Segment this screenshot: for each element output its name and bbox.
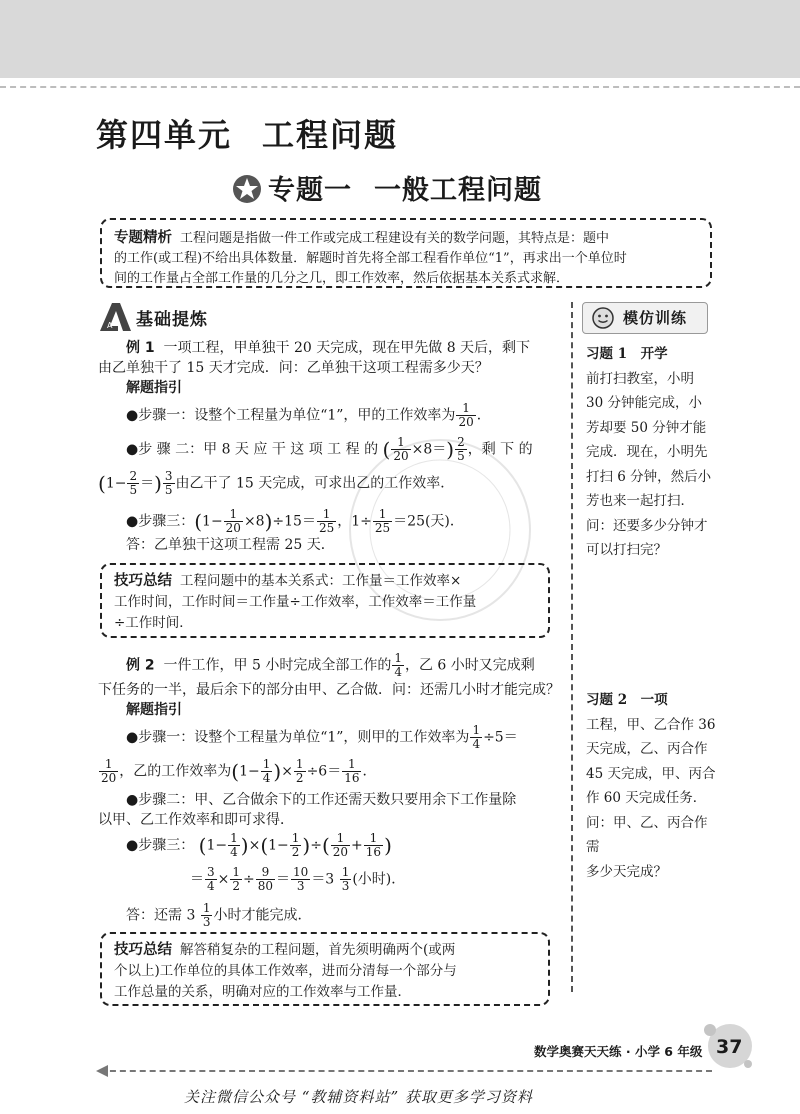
fraction: $\frac{1}{25}$ [318, 507, 335, 535]
example-2-guide: 解题指引 [126, 702, 182, 718]
example-1-label: 例 1 [126, 340, 155, 356]
fraction: $\frac{1}{2}$ [232, 865, 241, 893]
example-1-answer: 答：乙单独干这项工程需 25 天． [126, 537, 335, 553]
fraction: $\frac{1}{16}$ [365, 831, 382, 859]
fraction: $\frac{1}{25}$ [374, 507, 391, 535]
star-icon [232, 174, 262, 204]
example-2-step-2-line-1: ●步骤二：甲、乙合做余下的工作还需天数只要用余下工作量除 [126, 792, 517, 808]
topic-name: 一般工程问题 [374, 175, 542, 206]
fraction: $\frac{1}{20}$ [225, 507, 241, 535]
publisher-watermark [290, 430, 590, 630]
fraction: $\frac{1}{4}$ [262, 757, 271, 785]
practice-heading [582, 302, 708, 334]
fraction: $\frac{1}{4}$ [230, 831, 238, 859]
example-2-step-1: ●步骤一：设整个工程量为单位“1”，则甲的工作效率为 $\frac{1}{4}$ ÷5＝ [126, 723, 518, 751]
example-2-answer: 答：还需 3 $\frac{1}{3}$ 小时才能完成． [126, 901, 312, 929]
example-2-step-3: ●步骤三： (1− $\frac{1}{4}$ )×(1− $\frac{1}{2}$ )÷( $\frac{1}{20}$ + $\frac{1}{16}$ ) [126, 831, 392, 859]
unit-name: 工程问题 [262, 116, 399, 154]
example-1-step-3: ●步骤三：(1− $\frac{1}{20}$ ×8)÷15＝ $\frac{1}{25}$ ，1÷ $\frac{1}{25}$ ＝25(天)． [126, 507, 464, 535]
fraction: $\frac{1}{2}$ [291, 831, 300, 859]
topic-title [232, 168, 542, 207]
exercise-2: 习题 2 一项 工程，甲、乙合作 36 天完成，乙、丙合作 45 天完成，甲、丙合 作 60 天完成任务． 问：甲、乙、丙合作需 多少天完成？ [586, 692, 716, 880]
topic-prefix: 专题一 [268, 175, 352, 206]
fraction: $\frac{1}{20}$ [458, 401, 474, 429]
letter-a-badge-icon [98, 302, 132, 332]
example-1-step-2: ●步 骤 二：甲 8 天 应 干 这 项 工 程 的 ( $\frac{1}{20}$ ×8＝) $\frac{2}{5}$ ，剩 下 的 [126, 435, 533, 463]
example-2-label: 例 2 [126, 657, 155, 674]
example-1-step-2-cont: (1− $\frac{2}{5}$ ＝) $\frac{3}{5}$ 由乙干了 15 天完成，可求出乙的工作效率． [98, 469, 455, 497]
example-2-step-3-cont: ＝ $\frac{3}{4}$ × $\frac{1}{2}$ ÷ $\frac{9}{80}$ ＝ $\frac{10}{3}$ ＝3 $\frac{1}{3}$ (小时)． [190, 865, 406, 893]
column-divider [571, 302, 573, 992]
example-2-step-1-cont: $\frac{1}{20}$ ，乙的工作效率为(1− $\frac{1}{4}$ )× $\frac{1}{2}$ ÷6＝ $\frac{1}{16}$ ． [101, 757, 377, 785]
example-2-step-2-line-2: 以甲、乙工作效率和即可求得． [98, 812, 294, 828]
tip-box-1: 技巧总结 工程问题中的基本关系式：工作量＝工作效率× 工作时间，工作时间＝工作量÷工作效率，工作效率＝工作量 ÷工作时间． [100, 563, 550, 638]
fraction: $\frac{9}{80}$ [257, 865, 274, 893]
fraction: $\frac{1}{2}$ [295, 757, 304, 785]
fraction: $\frac{10}{3}$ [293, 865, 309, 893]
footer-divider [100, 1070, 712, 1072]
page-number: 37 [716, 1036, 743, 1058]
example-1-line-1: 例 1 一项工程，甲单独干 20 天完成，现在甲先做 8 天后，剩下 [126, 340, 531, 356]
example-2-line-1: 例 2 一件工作，甲 5 小时完成全部工作的 $\frac{1}{4}$ ，乙 6 小时又完成剩 [126, 651, 535, 679]
section-a-heading [98, 302, 208, 336]
fraction: $\frac{3}{4}$ [207, 865, 215, 893]
fraction: $\frac{1}{4}$ [472, 723, 481, 751]
tip-1-tag: 技巧总结 [114, 573, 172, 589]
intro-line-1: 工程问题是指做一件工作或完成工程建设有关的数学问题，其特点是：题中 [180, 231, 610, 246]
practice-title: 模仿训练 [623, 309, 688, 327]
topic-analysis-box [100, 218, 712, 288]
fraction: $\frac{1}{3}$ [341, 865, 350, 893]
fraction: $\frac{1}{3}$ [202, 901, 211, 929]
fraction: $\frac{2}{5}$ [129, 469, 138, 497]
example-1-step-1: ●步骤一：设整个工程量为单位“1”，甲的工作效率为 $\frac{1}{20}$ ． [126, 401, 491, 429]
footer-note: 关注微信公众号 “教辅资料站” 获取更多学习资料 [184, 1088, 533, 1106]
section-letter: A [107, 321, 113, 330]
example-1-guide: 解题指引 [126, 380, 182, 396]
tip-box-2: 技巧总结 解答稍复杂的工程问题，首先须明确两个(或两 个以上)工作单位的具体工作效率，进而分清每一个部分与 工作总量的关系，明确对应的工作效率与工作量． [100, 932, 550, 1006]
exercise-1: 习题 1 开学 前打扫教室，小明 30 分钟能完成，小 芳却要 50 分钟才能 完成．现在，小明先 打扫 6 分钟，然后小 芳也来一起打扫． 问：还要多少分钟才 可以打扫完？ [586, 346, 712, 558]
section-a-title: 基础提炼 [136, 309, 208, 330]
fraction: $\frac{1}{4}$ [394, 651, 402, 679]
unit-title [96, 110, 398, 156]
intro-line-3: 间的工作量占全部工作量的几分之几，即工作效率，然后依据基本关系式求解． [114, 271, 570, 286]
example-1-line-2: 由乙单独干了 15 天才完成．问：乙单独干这项工程需多少天？ [98, 360, 489, 376]
fraction: $\frac{1}{20}$ [101, 757, 117, 785]
fraction: $\frac{3}{5}$ [164, 469, 173, 497]
fraction: $\frac{2}{5}$ [457, 435, 465, 463]
fraction: $\frac{1}{20}$ [332, 831, 349, 859]
series-label: 数学奥赛天天练 · 小学 6 年级 [534, 1044, 703, 1059]
top-divider [0, 86, 800, 88]
fraction: $\frac{1}{20}$ [393, 435, 409, 463]
unit-prefix: 第四单元 [96, 116, 233, 154]
top-banner [0, 0, 800, 78]
smiley-icon [591, 306, 615, 330]
intro-line-2: 的工作(或工程)不给出具体数量．解题时首先将全部工程看作单位“1”，再求出一个单位时 [114, 251, 627, 266]
tip-2-tag: 技巧总结 [114, 942, 172, 958]
example-2-line-2: 下任务的一半，最后余下的部分由甲、乙合做．问：还需几小时才能完成？ [98, 682, 560, 698]
topic-analysis-tag: 专题精析 [114, 230, 172, 246]
fraction: $\frac{1}{16}$ [344, 757, 360, 785]
